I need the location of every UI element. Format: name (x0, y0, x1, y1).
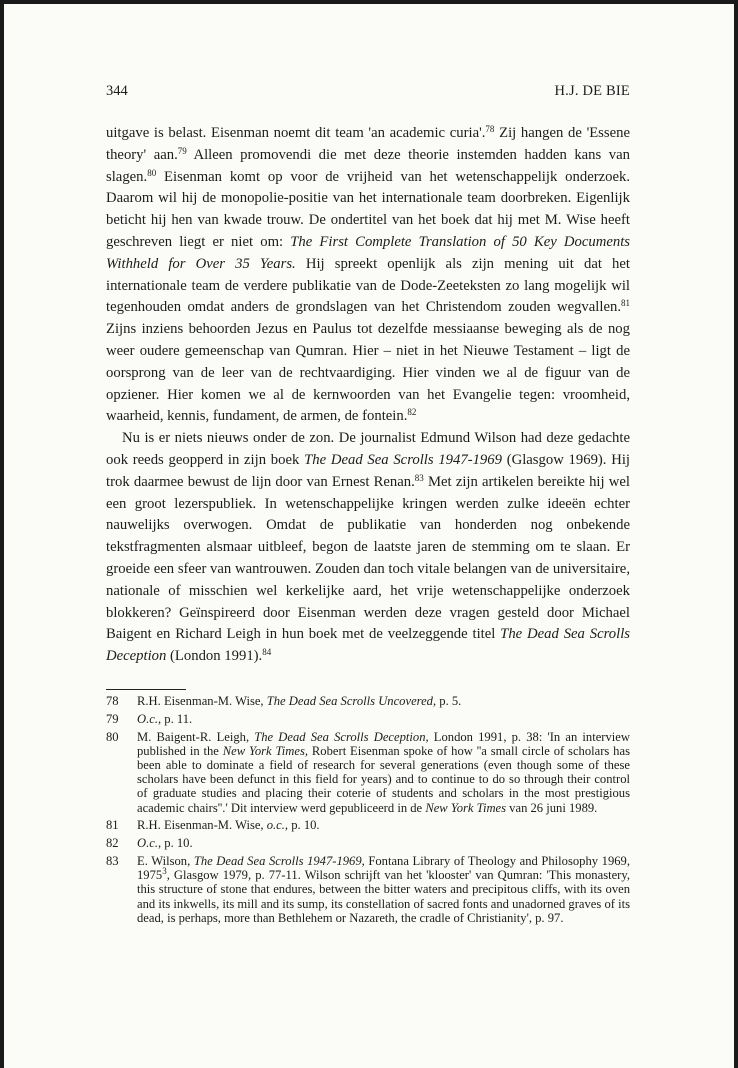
book-page (4, 4, 734, 1068)
footnote-number: 83 (106, 854, 119, 868)
footnote-79 (106, 712, 630, 726)
footnote-80 (106, 730, 630, 815)
newspaper-title: New York Times (425, 800, 507, 815)
text-run: Alleen promovendi die met deze theorie instemden hadden kans van slagen. (106, 146, 630, 185)
running-head: H.J. DE BIE (554, 83, 630, 99)
footnote-number: 78 (106, 694, 119, 708)
text-run: p. 10. (288, 818, 320, 833)
footnote-ref-82[interactable]: 82 (407, 407, 417, 418)
text-run: Met zijn artikelen bereikte hij wel een groot lezerspubliek. In wetenschappelijke kringen werden zulke ideeën echter nauwelijks overwogen. Omdat de publikatie van honderden nog onbekende tekstfragmenten alsmaar uitbleef, begon de laatste jaren de stemming om te slaan. Er groeide een sfeer van wantrouwen. Zouden dan toch vitale belangen van de universitaire, nationale of misschien wel kerkelijke aard, het vrije wetenschappelijke onderzoek blokkeren? Geïnspireerd door Eisenman werden deze vragen gesteld door Michael Baigent en Richard Leigh in hun boek met de veelzeggende titel (106, 473, 630, 643)
footnote-number: 82 (106, 836, 119, 851)
footnote-83 (106, 854, 630, 925)
newspaper-title: New York Times, (222, 743, 309, 758)
paragraph-2 (106, 428, 630, 668)
text-run: (Glasgow 1969). Hij trok daarmee bewust de lijn door van Ernest Renan. (106, 451, 630, 490)
page-number: 344 (106, 83, 128, 99)
text-run: p. 11. (161, 711, 193, 726)
text-run: Nu is er niets nieuws onder de zon. De journalist Edmund Wilson had deze gedachte ook reeds geopperd in zijn boek (106, 430, 630, 468)
body-text (106, 123, 630, 668)
opus-citatum: o.c., (266, 818, 289, 833)
text-run: , Glasgow 1979, p. 77-11. Wilson schrijft van het 'klooster' van Qumran: 'This monastery, this structure of stone that endures, between the bitter waters and precipitous cliffs, with its oven and its inkwells, its mill and its sump, its constellation of sacred fonts and unadorned graves of its dead, is perhaps, more than Bethlehem or Nazareth, the cradle of Christianity', p. 97. (137, 868, 630, 925)
footnote-ref-79[interactable]: 79 (177, 145, 187, 156)
text-run: London 1991, p. 38: 'In an interview published in the (137, 729, 630, 758)
book-subtitle: The First Complete Translation of 50 Key Documents Withheld for Over 35 Years. (106, 233, 630, 272)
edition-superscript: 3 (162, 866, 167, 877)
book-title: The Dead Sea Scrolls Deception (106, 626, 630, 665)
book-title: The Dead Sea Scrolls Uncovered, (266, 694, 437, 708)
text-run: Hij spreekt openlijk als zijn mening uit dat het internationale team de verdere publikatie van de Dode-Zeeteksten zo lang mogelijk wil tegenhouden omdat anders de grondslagen van het Christendom zouden wegvallen. (106, 255, 630, 316)
footnote-number: 79 (106, 711, 119, 726)
text-run: R.H. Eisenman-M. Wise, (137, 694, 267, 708)
footnote-ref-84[interactable]: 84 (262, 647, 272, 658)
footnote-81 (106, 818, 630, 832)
text-run: p. 5. (436, 694, 462, 708)
paragraph-1 (106, 123, 630, 428)
text-run: Zijns inziens behoorden Jezus en Paulus tot dezelfde messiaanse beweging als de nog weer oudere gemeenschap van Qumran. Hier – niet in het Nieuwe Testament – ligt de oorsprong van de leer van de rechtvaardiging. Hier vinden we al de figuur van de opziener. Hier komen we al de kernwoorden van het Evangelie tegen: vroomheid, waarheid, kennis, fundament, de armen, de fontein. (106, 321, 630, 425)
text-run: Eisenman komt op voor de vrijheid van het wetenschappelijk onderzoek. Daarom wil hij de monopolie-positie van het internationale team doorbreken. Eigenlijk beticht hij hen van kwade trouw. De ondertitel van het boek dat hij met M. Wise heeft geschreven liegt er niet om: (106, 168, 630, 250)
book-title: The Dead Sea Scrolls 1947-1969 (304, 451, 502, 468)
text-run: Fontana Library of Theology and Philosophy 1969, 1975 (137, 854, 630, 883)
book-title: The Dead Sea Scrolls 1947-1969, (193, 854, 365, 868)
footnote-number: 81 (106, 818, 119, 833)
text-run: van 26 juni 1989. (506, 800, 598, 815)
text-run: E. Wilson, (137, 854, 194, 868)
text-run: R.H. Eisenman-M. Wise, (137, 818, 267, 833)
footnote-ref-81[interactable]: 81 (621, 298, 630, 309)
text-run: M. Baigent-R. Leigh, (137, 729, 255, 744)
text-run: uitgave is belast. Eisenman noemt dit team 'an academic curia'. (106, 125, 486, 141)
opus-citatum: O.c., (137, 711, 162, 726)
footnote-divider (106, 689, 186, 690)
book-title: The Dead Sea Scrolls Deception, (254, 729, 429, 744)
footnote-ref-83[interactable]: 83 (414, 472, 424, 483)
text-run: (London 1991). (166, 648, 263, 665)
text-run: Robert Eisenman spoke of how ''a small circle of scholars has been able to dominate a field of research for several generations (even though some of these scholars have been defunct in this field for years) and to continue to do so through their control of graduate studies and placing their coterie of students and scholars in the most prestigious academic chairs''.' Dit interview werd gepubliceerd in de (137, 743, 630, 815)
footnote-ref-78[interactable]: 78 (485, 124, 495, 134)
footnote-78 (106, 694, 630, 708)
footnote-number: 80 (106, 729, 119, 744)
text-run: Zij hangen de 'Essene theory' aan. (106, 125, 630, 163)
footnote-82 (106, 836, 630, 850)
footnotes (106, 694, 630, 929)
footnote-ref-80[interactable]: 80 (147, 167, 157, 178)
opus-citatum: O.c., (137, 836, 162, 851)
page-header (106, 83, 630, 103)
text-run: p. 10. (161, 836, 193, 851)
